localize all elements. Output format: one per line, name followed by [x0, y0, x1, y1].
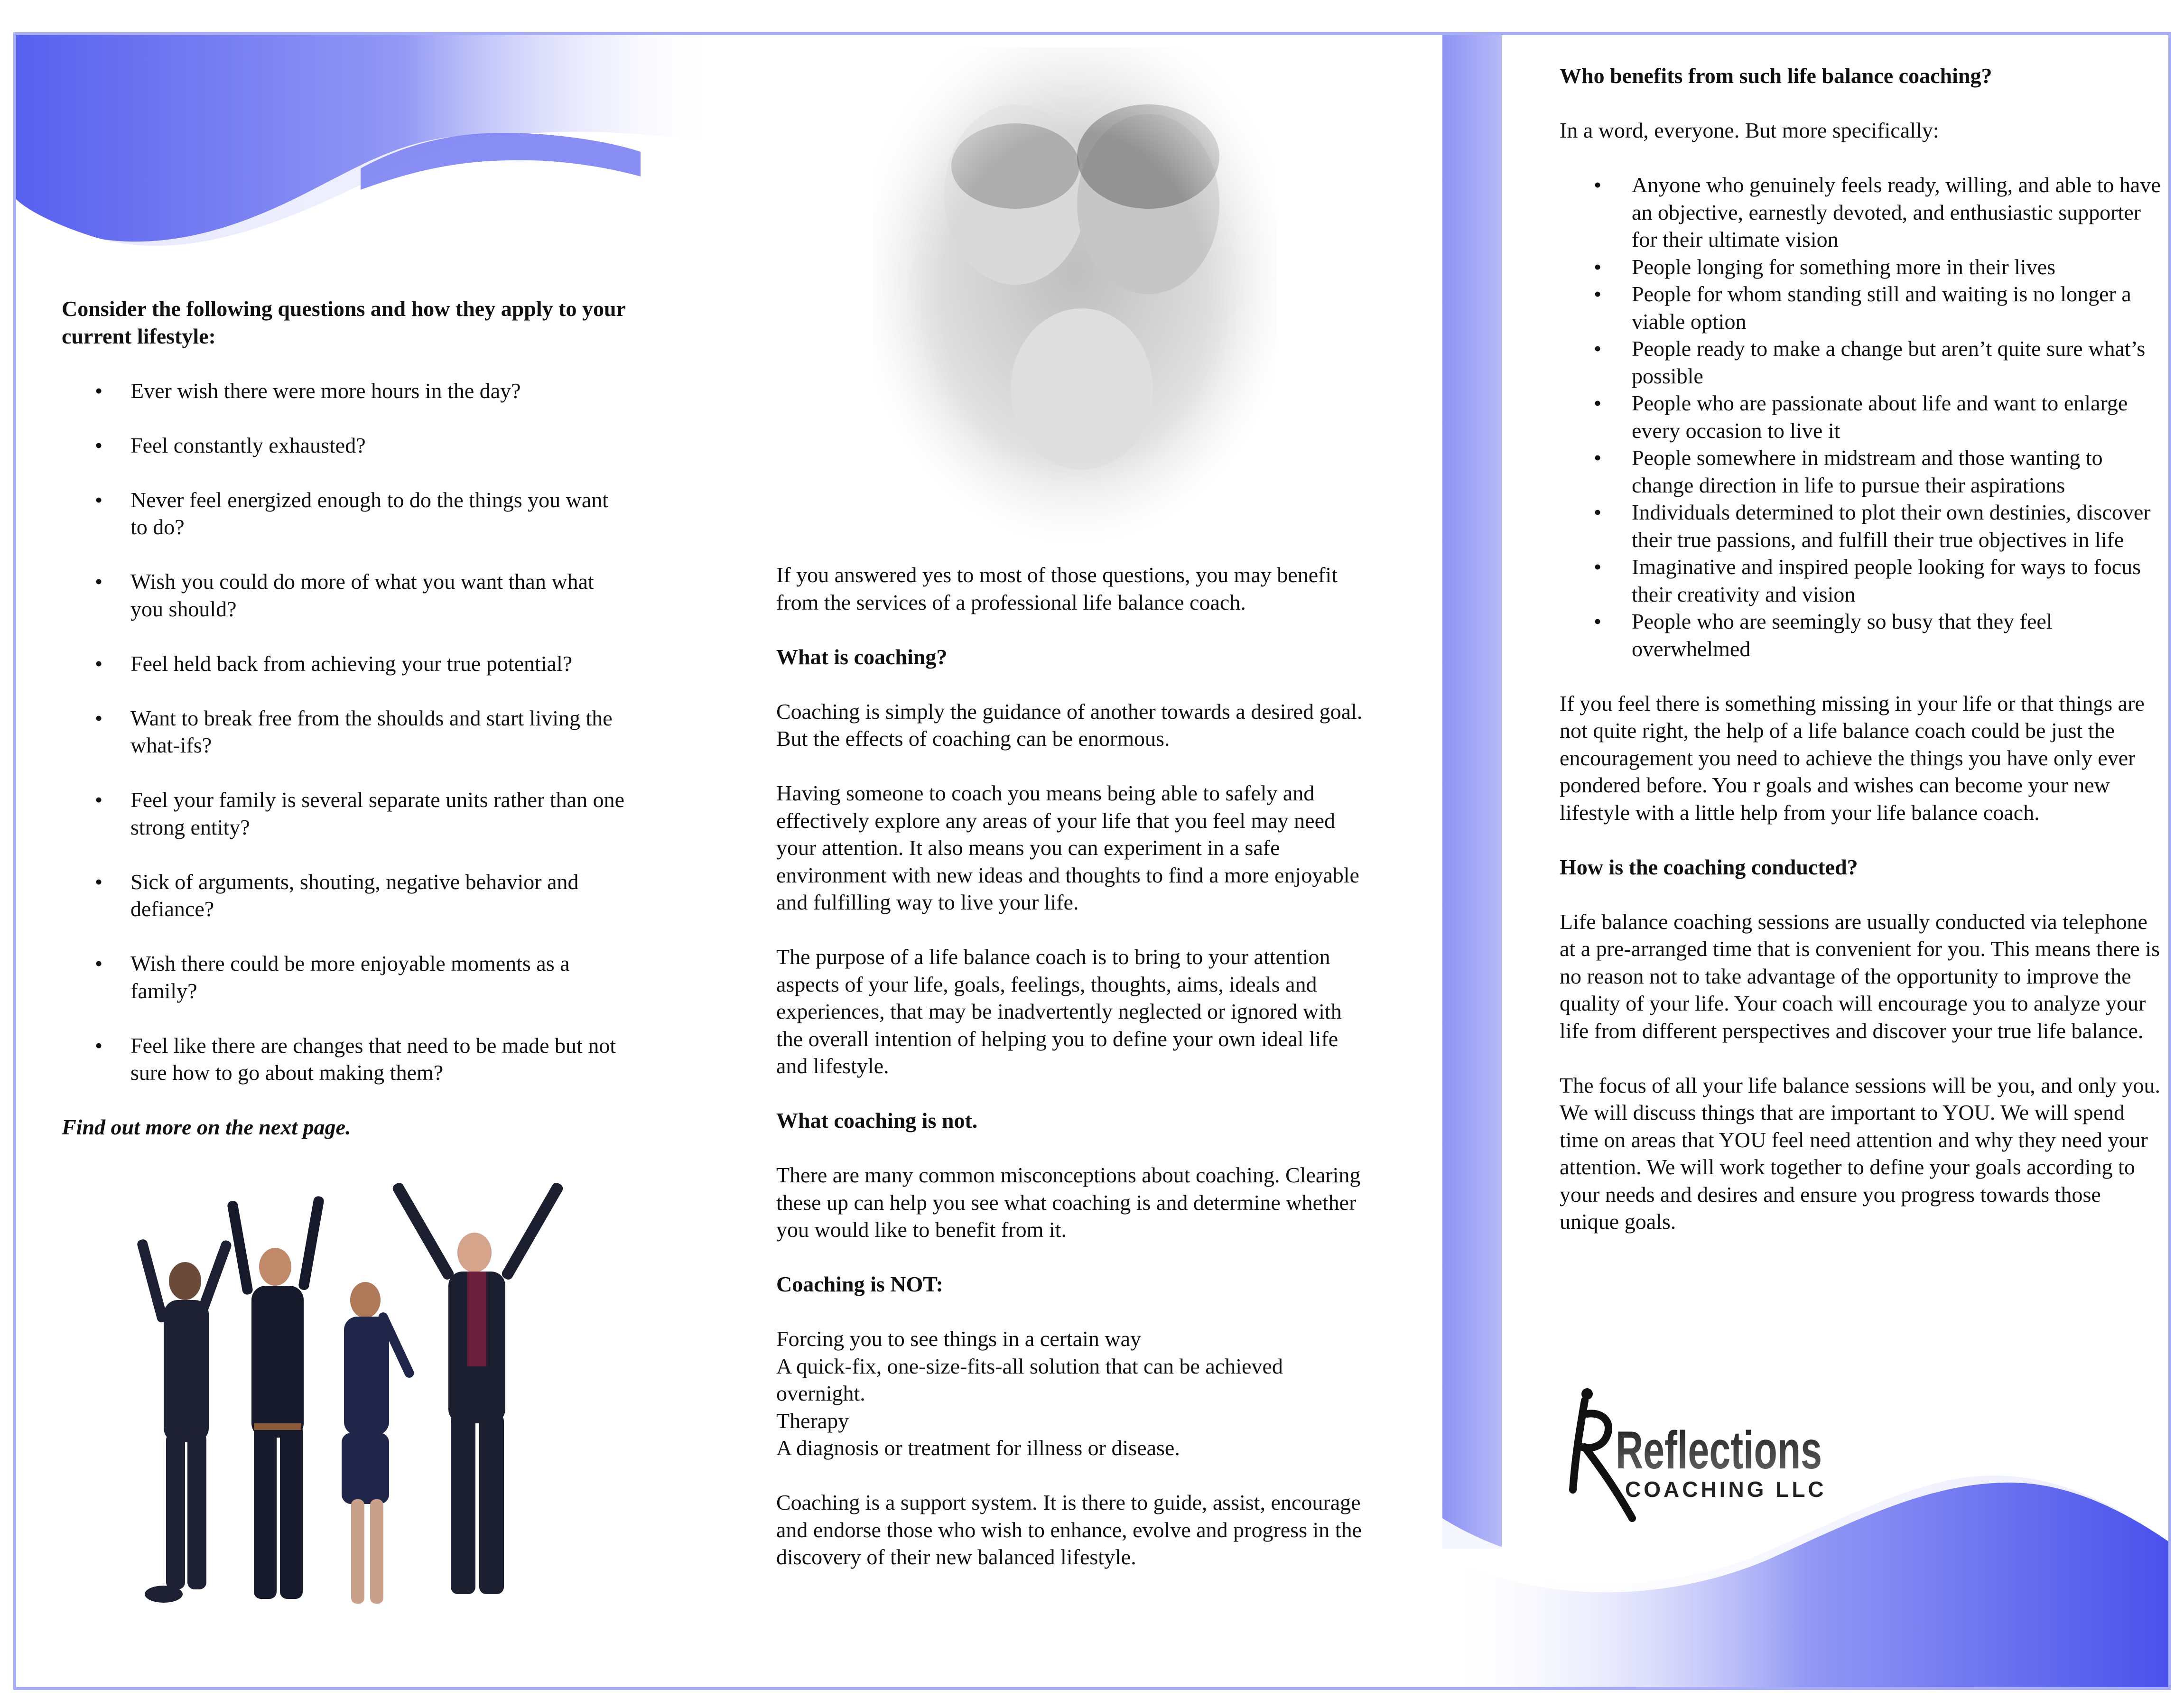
family-photo	[873, 47, 1276, 546]
paragraph: The purpose of a life balance coach is to bring to your attention aspects of your life, goals, feelings, thoughts, aims, ideals and experiences, that may be inadvertently neglected or ignored with the overall intention of helping you to define your own ideal life and lifestyle.	[776, 945, 1342, 1078]
list-item: • Feel your family is several separate units rather than one strong entity?	[62, 786, 626, 841]
paragraph: There are many common misconceptions about coaching. Clearing these up can help you see what coaching is and determine whether you would like to benefit from it.	[776, 1163, 1361, 1242]
who-benefits-heading: Who benefits from such life balance coaching?	[1560, 64, 1992, 88]
list-item: • Ever wish there were more hours in the day?	[62, 377, 626, 405]
what-is-coaching-heading: What is coaching?	[776, 644, 948, 669]
list-item: • Feel constantly exhausted?	[62, 432, 626, 459]
questions-heading: Consider the following questions and how they apply to your current lifestyle:	[62, 297, 626, 348]
reflections-logo	[1561, 1385, 1827, 1528]
list-item: • People who are passionate about life and want to enlarge every occasion to live it	[1560, 390, 2162, 444]
not-item: A diagnosis or treatment for illness or disease.	[776, 1436, 1180, 1460]
paragraph: Life balance coaching sessions are usually conducted via telephone at a pre-arranged time that is convenient for you. This means there is no reason not to take advantage of the opportunity to improve the quality of your life. Your coach will encourage you to analyze your life from different perspectives and discover your true life balance.	[1560, 909, 2160, 1043]
intro-paragraph: If you answered yes to most of those questions, you may benefit from the services of a professional life balance coach.	[776, 563, 1338, 614]
logo-subtitle: COACHING LLC	[1625, 1477, 1827, 1502]
list-item: • People ready to make a change but aren’t quite sure what’s possible	[1560, 335, 2162, 390]
logo-name: Reflections	[1616, 1420, 1822, 1480]
list-item: • Feel held back from achieving your true potential?	[62, 650, 626, 678]
paragraph: Coaching is a support system. It is there to guide, assist, encourage and endorse those who wish to enhance, evolve and progress in the discovery of their new balanced lifestyle.	[776, 1490, 1362, 1569]
paragraph: Coaching is simply the guidance of another towards a desired goal. But the effects of coaching can be enormous.	[776, 699, 1363, 751]
who-benefits-list	[1560, 171, 2162, 662]
jumping-team-photo	[119, 1158, 593, 1642]
right-panel	[1560, 62, 2162, 1235]
list-item: • Wish you could do more of what you want than what you should?	[62, 568, 626, 622]
coaching-is-not-heading: Coaching is NOT:	[776, 1272, 943, 1296]
list-item: • People who are seemingly so busy that they feel overwhelmed	[1560, 608, 2162, 662]
list-item: • Never feel energized enough to do the things you want to do?	[62, 486, 626, 541]
list-item: • Want to break free from the shoulds and start living the what-ifs?	[62, 705, 626, 759]
find-out-more-text: Find out more on the next page.	[62, 1115, 351, 1139]
left-panel	[62, 295, 626, 1141]
list-item: • People longing for something more in their lives	[1560, 253, 2162, 281]
not-item: A quick-fix, one-size-fits-all solution that can be achieved overnight.	[776, 1354, 1283, 1405]
list-item: • Wish there could be more enjoyable moments as a family?	[62, 950, 626, 1004]
list-item: • Sick of arguments, shouting, negative behavior and defiance?	[62, 868, 626, 923]
list-item: • People somewhere in midstream and those wanting to change direction in life to pursue their aspirations	[1560, 444, 2162, 499]
who-intro: In a word, everyone. But more specifically:	[1560, 118, 1939, 142]
paragraph: The focus of all your life balance sessions will be you, and only you. We will discuss things that are important to YOU. We will spend time on areas that YOU feel need attention and why they need your attention. We will work together to define your goals according to your needs and desires and ensure you progress towards those unique goals.	[1560, 1073, 2160, 1234]
not-item: Forcing you to see things in a certain way	[776, 1327, 1142, 1351]
list-item: • Feel like there are changes that need to be made but not sure how to go about making them?	[62, 1032, 626, 1086]
not-item: Therapy	[776, 1408, 849, 1433]
list-item: • Individuals determined to plot their own destinies, discover their true passions, and fulfill their true objectives in life	[1560, 499, 2162, 553]
what-coaching-is-not-heading: What coaching is not.	[776, 1108, 978, 1133]
middle-panel	[776, 561, 1369, 1571]
list-item: • Anyone who genuinely feels ready, willing, and able to have an objective, earnestly devoted, and enthusiastic supporter for their ultimate vision	[1560, 171, 2162, 253]
paragraph: Having someone to coach you means being able to safely and effectively explore any areas of your life that you feel may need your attention. It also means you can experiment in a safe environment with new ideas and thoughts to find a more enjoyable and fulfilling way to live your life.	[776, 781, 1359, 914]
list-item: • Imaginative and inspired people looking for ways to focus their creativity and vision	[1560, 553, 2162, 608]
paragraph: If you feel there is something missing in your life or that things are not quite right, the help of a life balance coach could be just the encouragement you need to achieve the things you have only ever pondered before. You r goals and wishes can become your new lifestyle with a little help from your life balance coach.	[1560, 691, 2145, 825]
list-item: • People for whom standing still and waiting is no longer a viable option	[1560, 280, 2162, 335]
how-conducted-heading: How is the coaching conducted?	[1560, 854, 1858, 879]
questions-list	[62, 377, 626, 1086]
